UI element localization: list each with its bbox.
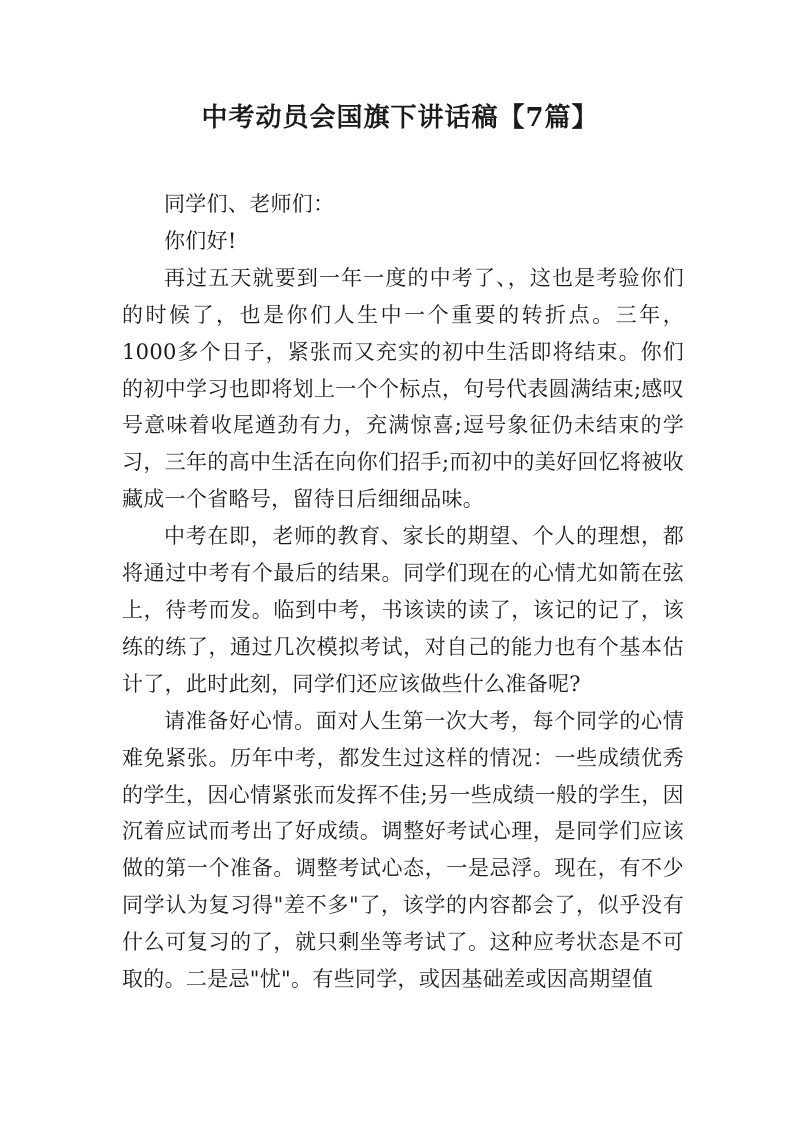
paragraph-exam-preparation: 中考在即，老师的教育、家长的期望、个人的理想，都将通过中考有个最后的结果。同学们现在的心情尤如箭在弦上，待考而发。临到中考，书该读的读了，该记的记了，该练的练了，通过几次模拟考试，对自己的能力也有个基本估计了，此时此刻，同学们还应该做些什么准备呢? [122,524,684,696]
paragraph-intro: 再过五天就要到一年一度的中考了、，这也是考验你们的时候了，也是你们人生中一个重要的转折点。三年，1000多个日子，紧张而又充实的初中生活即将结束。你们的初中学习也即将划上一个个标点，句号代表圆满结束;感叹号意味着收尾遒劲有力，充满惊喜;逗号象征仍未结束的学习，三年的高中生活在向你们招手;而初中的美好回忆将被收藏成一个省略号，留待日后细细品味。 [122,265,684,512]
document-body [122,186,684,998]
document-title: 中考动员会国旗下讲话稿【7篇】 [201,103,599,133]
paragraph-hello: 你们好! [164,228,237,253]
paragraph-greeting: 同学们、老师们： [164,192,335,216]
paragraph-mindset: 请准备好心情。面对人生第一次大考，每个同学的心情难免紧张。历年中考，都发生过这样的情况：一些成绩优秀的学生，因心情紧张而发挥不佳;另一些成绩一般的学生，因沉着应试而考出了好成绩。调整好考试心理，是同学们应该做的第一个准备。调整考试心态，一是忌浮。现在，有不少同学认为复习得"差不多"了，该学的内容都会了，似乎没有什么可复习的了，就只剩坐等考试了。这种应考状态是不可取的。二是忌"忧"。有些同学，或因基础差或因高期望值 [122,708,684,992]
